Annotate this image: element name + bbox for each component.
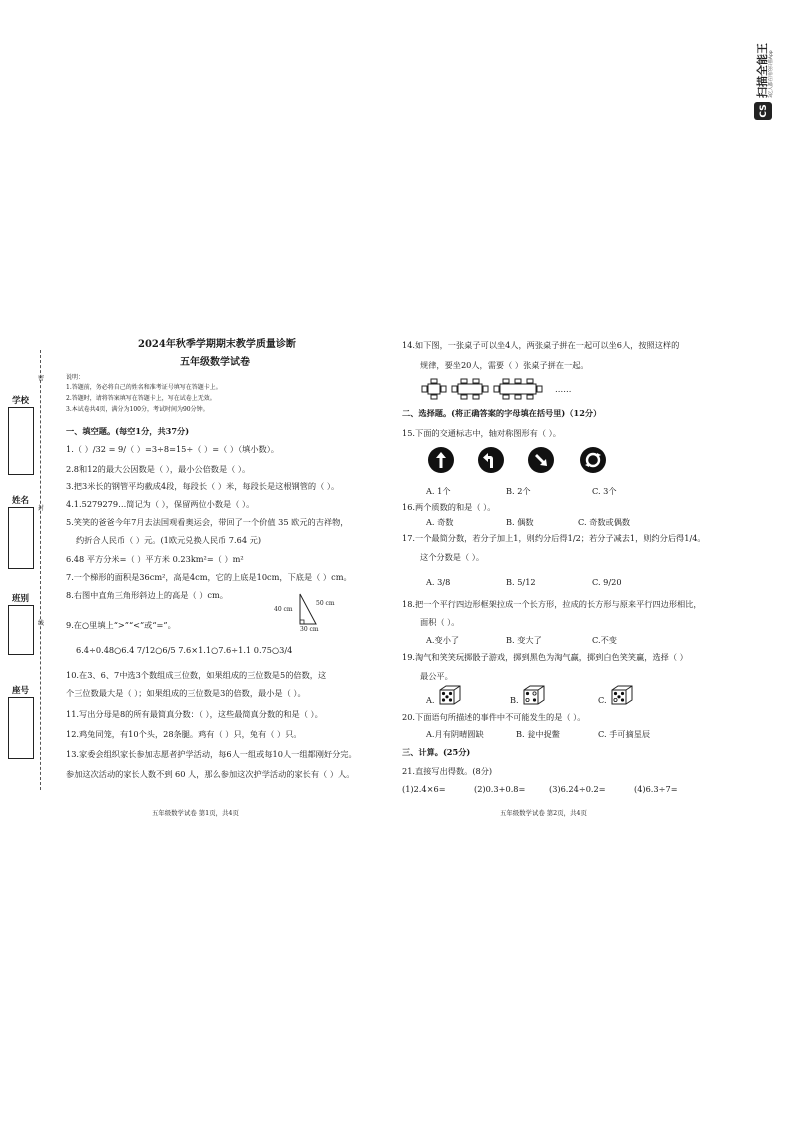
question-2: 2.8和12的最大公因数是（ ），最小公倍数是（ ）。	[66, 464, 251, 474]
triangle-figure	[270, 590, 350, 634]
die-a-icon	[438, 684, 462, 706]
q18-option-b: B. 变大了	[506, 635, 542, 645]
q16-option-c: C. 奇数或偶数	[578, 517, 631, 527]
note-3: 3.本试卷共4页，满分为100分，考试时间为90分钟。	[66, 406, 209, 413]
q17-option-a: A. 3/8	[426, 577, 451, 587]
note-2: 2.答题时，请将答案填写在答题卡上，写在试卷上无效。	[66, 395, 216, 402]
question-1: 1.（ ）/32 = 9/（ ）=3÷8=15÷（ ）=（ ）（填小数）。	[66, 444, 279, 454]
name-field[interactable]	[8, 507, 34, 569]
scanner-tagline: 3亿人都在用的扫描App	[769, 50, 774, 98]
q15-option-a: A. 1个	[426, 486, 451, 496]
q20-option-c: C. 手可摘星辰	[598, 729, 651, 739]
question-14-line-1: 14.如下图，一张桌子可以坐4人，两张桌子拼在一起可以坐6人，按照这样的	[402, 340, 680, 350]
class-field[interactable]	[8, 605, 34, 655]
note-1: 1.答题前，务必将自己的姓名和准考证号填写在答题卡上。	[66, 384, 222, 391]
q19-option-a: A.	[426, 695, 435, 705]
die-b-icon	[522, 684, 546, 706]
binding-label-seat: 座号	[12, 686, 30, 696]
question-10-line-2: 个三位数最大是（ ）；如果组成的三位数是3的倍数，最小是（ ）。	[66, 688, 306, 698]
question-9-items: 6.4÷0.48○6.4 7/12○6/5 7.6×1.1○7.6÷1.1 0.75○3/4	[76, 645, 293, 655]
question-8: 8.右图中直角三角形斜边上的高是（ ）cm。	[66, 590, 228, 600]
question-19-line-1: 19.淘气和笑笑玩掷骰子游戏，掷到黑色为淘气赢，掷到白色笑笑赢，选择（ ）	[402, 652, 688, 662]
q17-option-c: C. 9/20	[592, 577, 622, 587]
question-5-line-2: 约折合人民币（ ）元。(1欧元兑换人民币 7.64 元)	[76, 535, 262, 545]
triangle-side-c: 30 cm	[300, 626, 319, 633]
question-11: 11.写出分母是8的所有最简真分数：（ ），这些最简真分数的和是（ ）。	[66, 709, 323, 719]
q20-option-a: A.月有阴晴圆缺	[426, 729, 484, 739]
exam-subtitle: 五年级数学试卷	[180, 357, 250, 368]
question-16: 16.两个质数的和是（ ）。	[402, 502, 496, 512]
question-18-line-2: 面积（ ）。	[420, 617, 460, 627]
traffic-sign-straight-icon	[428, 447, 454, 473]
question-21: 21.直接写出得数。(8分)	[402, 766, 493, 776]
seat-field[interactable]	[8, 697, 34, 759]
question-9: 9.在○里填上“>”“<”或“=”。	[66, 620, 176, 630]
q21-item-4: (4)6.3÷7=	[634, 784, 678, 794]
binding-dashed-line	[40, 350, 41, 790]
q18-option-c: C.不变	[592, 635, 617, 645]
school-field[interactable]	[8, 407, 34, 475]
traffic-sign-roundabout-icon	[580, 447, 606, 473]
triangle-side-a: 40 cm	[274, 606, 293, 613]
q16-option-b: B. 偶数	[506, 517, 534, 527]
binding-label-class: 班别	[12, 594, 30, 604]
question-15: 15.下面的交通标志中，轴对称图形有（ ）。	[402, 428, 561, 438]
triangle-side-b: 50 cm	[316, 600, 335, 607]
traffic-sign-left-turn-icon	[478, 447, 504, 473]
question-3: 3.把3米长的钢管平均截成4段，每段长（ ）米，每段长是这根钢管的（ ）。	[66, 481, 340, 491]
side-mark-2: 封	[38, 505, 45, 512]
side-mark-3: 线	[38, 620, 45, 627]
right-page-footer: 五年级数学试卷 第2页，共4页	[500, 809, 587, 817]
question-12: 12.鸡兔同笼，有10个头，28条腿。鸡有（ ）只，兔有（ ）只。	[66, 729, 302, 739]
section-2-heading: 二、选择题。(将正确答案的字母填在括号里)（12分）	[402, 408, 602, 418]
question-13-line-2: 参加这次活动的家长人数不到 60 人，那么参加这次护学活动的家长有（ ）人。	[66, 769, 355, 779]
q16-option-a: A. 奇数	[426, 517, 454, 527]
q15-option-b: B. 2个	[506, 486, 531, 496]
binding-label-name: 姓名	[12, 496, 30, 506]
q20-option-b: B. 瓮中捉鳖	[516, 729, 560, 739]
q15-option-c: C. 3个	[592, 486, 617, 496]
q18-option-a: A.变小了	[426, 635, 460, 645]
question-19-line-2: 最公平。	[420, 671, 453, 681]
side-mark-1: 密	[38, 375, 45, 382]
q19-option-c: C.	[598, 695, 607, 705]
section-1-heading: 一、填空题。(每空1分，共37分)	[66, 426, 190, 436]
tables-ellipsis: ……	[555, 384, 572, 394]
question-20: 20.下面语句所描述的事件中不可能发生的是（ ）。	[402, 712, 586, 722]
q21-item-3: (3)6.24÷0.2=	[549, 784, 606, 794]
question-5-line-1: 5.笑笑的爸爸今年7月去法国观看奥运会，带回了一个价值 35 欧元的吉祥物，	[66, 517, 349, 527]
question-4: 4.1.5279279…简记为（ ），保留两位小数是（ ）。	[66, 499, 255, 509]
question-18-line-1: 18.把一个平行四边形框架拉成一个长方形，拉成的长方形与原来平行四边形相比，	[402, 599, 702, 609]
scanner-logo-mark: CS	[759, 104, 769, 118]
question-17-line-2: 这个分数是（ ）。	[420, 552, 485, 562]
notes-heading: 说明：	[66, 374, 85, 381]
die-c-icon	[610, 684, 634, 706]
q21-item-1: (1)2.4×6=	[402, 784, 446, 794]
section-3-heading: 三、计算。(25分)	[402, 747, 471, 757]
question-14-line-2: 规律，要坐20人，需要（ ）张桌子拼在一起。	[420, 360, 589, 370]
question-6: 6.48 平方分米=（ ）平方米 0.23km²=（ ）m²	[66, 554, 244, 564]
question-17-line-1: 17.一个最简分数，若分子加上1，则约分后得1/2；若分子减去1，则约分后得1/4。	[402, 533, 706, 543]
scanner-logo	[752, 18, 774, 122]
traffic-sign-diagonal-icon	[528, 447, 554, 473]
q17-option-b: B. 5/12	[506, 577, 536, 587]
binding-label-school: 学校	[12, 396, 30, 406]
question-7: 7.一个梯形的面积是36cm²，高是4cm，它的上底是10cm，下底是（ ）cm。	[66, 572, 352, 582]
question-13-line-1: 13.家委会组织家长参加志愿者护学活动，每6人一组或每10人一组都刚好分完。	[66, 749, 357, 759]
exam-title: 2024年秋季学期期末教学质量诊断	[138, 339, 296, 350]
left-page-footer: 五年级数学试卷 第1页，共4页	[152, 809, 239, 817]
q21-item-2: (2)0.3+0.8=	[474, 784, 526, 794]
q19-option-b: B.	[510, 695, 519, 705]
question-10-line-1: 10.在3、6、7中选3个数组成三位数，如果组成的三位数是5的倍数，这	[66, 670, 327, 680]
scanner-brand: 扫描全能王	[756, 43, 769, 98]
